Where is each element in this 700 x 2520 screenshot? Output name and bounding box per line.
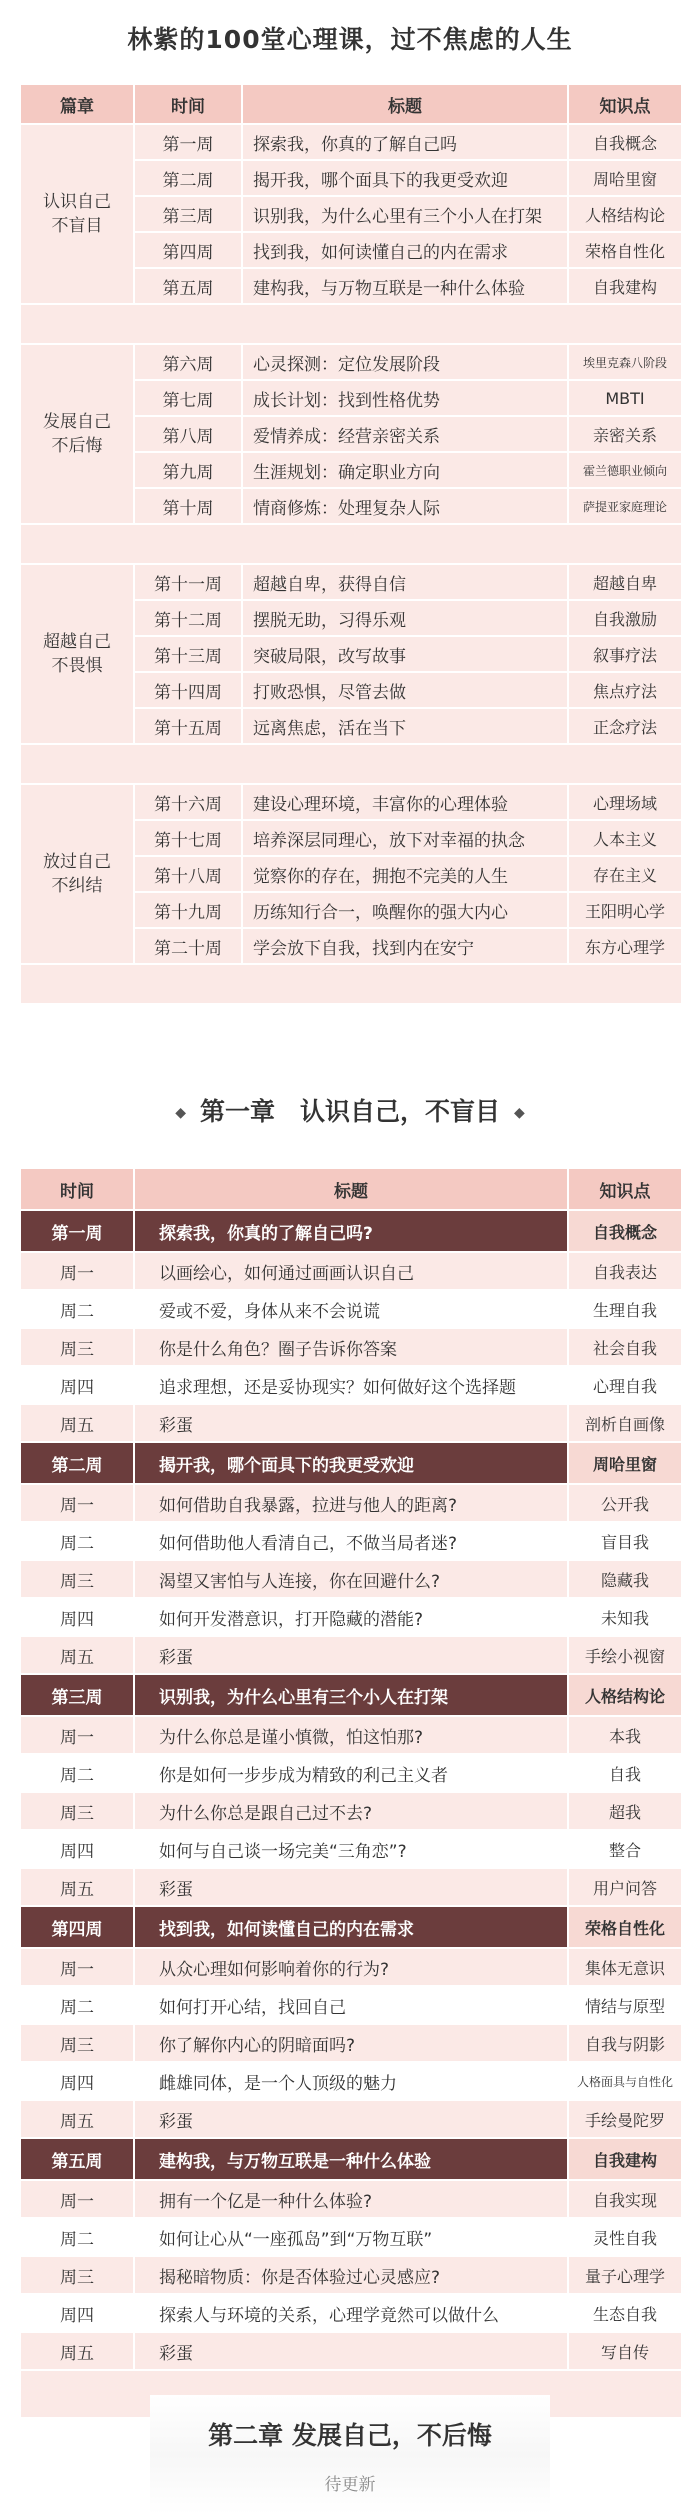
day-row — [20, 2062, 682, 2100]
day-time: 周二 — [20, 1522, 134, 1560]
day-time: 周一 — [20, 1948, 134, 1986]
day-knowledge: 本我 — [568, 1716, 682, 1754]
week-knowledge: 萨提亚家庭理论 — [568, 488, 682, 524]
week-title: 识别我，为什么心里有三个小人在打架 — [242, 196, 568, 232]
day-time: 周三 — [20, 2256, 134, 2294]
day-title: 为什么你总是谨小慎微，怕这怕那? — [134, 1716, 568, 1754]
overview-body — [20, 124, 682, 1004]
day-title: 如何借助他人看清自己，不做当局者迷? — [134, 1522, 568, 1560]
week-title: 揭开我，哪个面具下的我更受欢迎 — [134, 1442, 568, 1484]
week-title: 探索我，你真的了解自己吗? — [134, 1210, 568, 1252]
spacer-row — [20, 524, 682, 564]
day-knowledge: 量子心理学 — [568, 2256, 682, 2294]
day-time: 周三 — [20, 1560, 134, 1598]
week-time: 第三周 — [20, 1674, 134, 1716]
day-title: 以画绘心，如何通过画画认识自己 — [134, 1252, 568, 1290]
day-row — [20, 1328, 682, 1366]
day-knowledge: 集体无意识 — [568, 1948, 682, 1986]
week-knowledge: 周哈里窗 — [568, 160, 682, 196]
week-time: 第十三周 — [134, 636, 242, 672]
day-knowledge: 隐藏我 — [568, 1560, 682, 1598]
week-knowledge: 人格结构论 — [568, 196, 682, 232]
chapter1-header-row — [20, 1168, 682, 1210]
week-title: 成长计划：找到性格优势 — [242, 380, 568, 416]
day-row — [20, 1792, 682, 1830]
day-row — [20, 2256, 682, 2294]
week-title: 找到我，如何读懂自己的内在需求 — [242, 232, 568, 268]
week-knowledge: 人本主义 — [568, 820, 682, 856]
day-row — [20, 1636, 682, 1674]
day-title: 彩蛋 — [134, 1636, 568, 1674]
week-time: 第二周 — [134, 160, 242, 196]
day-title: 如何借助自我暴露，拉进与他人的距离? — [134, 1484, 568, 1522]
day-row — [20, 2100, 682, 2138]
day-knowledge: 生理自我 — [568, 1290, 682, 1328]
day-time: 周二 — [20, 1290, 134, 1328]
week-knowledge: 超越自卑 — [568, 564, 682, 600]
page-title: 林紫的100堂心理课，过不焦虑的人生 — [127, 25, 573, 54]
day-row — [20, 2218, 682, 2256]
week-knowledge: 人格结构论 — [568, 1674, 682, 1716]
day-row — [20, 1830, 682, 1868]
day-time: 周四 — [20, 1830, 134, 1868]
day-time: 周一 — [20, 2180, 134, 2218]
day-title: 从众心理如何影响着你的行为? — [134, 1948, 568, 1986]
week-knowledge: 王阳明心学 — [568, 892, 682, 928]
week-title: 超越自卑，获得自信 — [242, 564, 568, 600]
day-time: 周四 — [20, 2062, 134, 2100]
day-time: 周二 — [20, 1986, 134, 2024]
week-row — [20, 1906, 682, 1948]
overview-row — [20, 124, 682, 160]
week-time: 第七周 — [134, 380, 242, 416]
day-knowledge: 手绘小视窗 — [568, 1636, 682, 1674]
week-title: 心灵探测：定位发展阶段 — [242, 344, 568, 380]
day-time: 周四 — [20, 1366, 134, 1404]
week-title: 找到我，如何读懂自己的内在需求 — [134, 1906, 568, 1948]
day-knowledge: 自我 — [568, 1754, 682, 1792]
day-title: 追求理想，还是妥协现实？如何做好这个选择题 — [134, 1366, 568, 1404]
week-title: 远离焦虑，活在当下 — [242, 708, 568, 744]
day-title: 爱或不爱，身体从来不会说谎 — [134, 1290, 568, 1328]
chapter1-table — [19, 1167, 683, 2419]
week-knowledge: 存在主义 — [568, 856, 682, 892]
day-title: 彩蛋 — [134, 1868, 568, 1906]
diamond-icon-left: ◆ — [175, 1105, 186, 1121]
week-title: 学会放下自我，找到内在安宁 — [242, 928, 568, 964]
week-title: 爱情养成：经营亲密关系 — [242, 416, 568, 452]
day-title: 你了解你内心的阴暗面吗? — [134, 2024, 568, 2062]
day-knowledge: 灵性自我 — [568, 2218, 682, 2256]
section-name: 放过自己 不纠结 — [20, 784, 134, 964]
day-row — [20, 1948, 682, 1986]
header-knowledge: 知识点 — [568, 1168, 682, 1210]
week-title: 摆脱无助，习得乐观 — [242, 600, 568, 636]
day-title: 如何与自己谈一场完美“三角恋”? — [134, 1830, 568, 1868]
week-row — [20, 1442, 682, 1484]
diamond-icon-right: ◆ — [514, 1105, 525, 1121]
day-row — [20, 1484, 682, 1522]
week-knowledge: 自我激励 — [568, 600, 682, 636]
week-title: 历练知行合一，唤醒你的强大内心 — [242, 892, 568, 928]
day-row — [20, 1716, 682, 1754]
week-knowledge: 亲密关系 — [568, 416, 682, 452]
week-knowledge: 霍兰德职业倾向 — [568, 452, 682, 488]
header-time: 时间 — [20, 1168, 134, 1210]
header-section: 篇章 — [20, 84, 134, 124]
day-title: 你是如何一步步成为精致的利己主义者 — [134, 1754, 568, 1792]
day-title: 揭秘暗物质：你是否体验过心灵感应? — [134, 2256, 568, 2294]
day-time: 周五 — [20, 1868, 134, 1906]
spacer-row — [20, 744, 682, 784]
chapter1-heading — [0, 1082, 700, 1142]
week-knowledge: 荣格自性化 — [568, 232, 682, 268]
day-row — [20, 1560, 682, 1598]
week-title: 突破局限，改写故事 — [242, 636, 568, 672]
day-knowledge: 自我与阴影 — [568, 2024, 682, 2062]
day-row — [20, 2294, 682, 2332]
week-time: 第八周 — [134, 416, 242, 452]
week-row — [20, 1674, 682, 1716]
week-time: 第十五周 — [134, 708, 242, 744]
day-row — [20, 1404, 682, 1442]
overview-row — [20, 344, 682, 380]
week-time: 第四周 — [134, 232, 242, 268]
week-time: 第九周 — [134, 452, 242, 488]
week-title: 建设心理环境，丰富你的心理体验 — [242, 784, 568, 820]
week-knowledge: 焦点疗法 — [568, 672, 682, 708]
day-knowledge: 写自传 — [568, 2332, 682, 2370]
week-time: 第五周 — [20, 2138, 134, 2180]
week-time: 第十九周 — [134, 892, 242, 928]
day-title: 拥有一个亿是一种什么体验? — [134, 2180, 568, 2218]
spacer-cell — [20, 304, 682, 344]
day-row — [20, 2332, 682, 2370]
overview-row — [20, 564, 682, 600]
week-row — [20, 2138, 682, 2180]
day-title: 为什么你总是跟自己过不去? — [134, 1792, 568, 1830]
day-row — [20, 1986, 682, 2024]
day-knowledge: 社会自我 — [568, 1328, 682, 1366]
day-knowledge: 情结与原型 — [568, 1986, 682, 2024]
section-name: 认识自己 不盲目 — [20, 124, 134, 304]
week-knowledge: 荣格自性化 — [568, 1906, 682, 1948]
week-title: 生涯规划：确定职业方向 — [242, 452, 568, 488]
week-knowledge: 自我建构 — [568, 268, 682, 304]
day-time: 周五 — [20, 2332, 134, 2370]
day-knowledge: 未知我 — [568, 1598, 682, 1636]
day-time: 周三 — [20, 1792, 134, 1830]
day-title: 彩蛋 — [134, 2100, 568, 2138]
week-time: 第十二周 — [134, 600, 242, 636]
day-row — [20, 1598, 682, 1636]
day-row — [20, 1252, 682, 1290]
spacer-cell — [20, 744, 682, 784]
overview-row — [20, 784, 682, 820]
day-row — [20, 2024, 682, 2062]
week-knowledge: 东方心理学 — [568, 928, 682, 964]
day-time: 周五 — [20, 1404, 134, 1442]
header-title: 标题 — [242, 84, 568, 124]
header-title: 标题 — [134, 1168, 568, 1210]
week-time: 第四周 — [20, 1906, 134, 1948]
day-time: 周一 — [20, 1716, 134, 1754]
week-row — [20, 1210, 682, 1252]
week-title: 培养深层同理心，放下对幸福的执念 — [242, 820, 568, 856]
week-time: 第十六周 — [134, 784, 242, 820]
spacer-cell — [20, 524, 682, 564]
chapter2-heading: 第二章 发展自己，不后悔 — [208, 2421, 492, 2450]
week-time: 第五周 — [134, 268, 242, 304]
day-row — [20, 1290, 682, 1328]
day-title: 你是什么角色？圈子告诉你答案 — [134, 1328, 568, 1366]
day-knowledge: 自我表达 — [568, 1252, 682, 1290]
overview-header-row — [20, 84, 682, 124]
day-title: 雌雄同体，是一个人顶级的魅力 — [134, 2062, 568, 2100]
day-knowledge: 盲目我 — [568, 1522, 682, 1560]
day-knowledge: 公开我 — [568, 1484, 682, 1522]
day-row — [20, 1366, 682, 1404]
chapter1-body — [20, 1210, 682, 2418]
day-title: 彩蛋 — [134, 1404, 568, 1442]
week-knowledge: 正念疗法 — [568, 708, 682, 744]
day-knowledge: 自我实现 — [568, 2180, 682, 2218]
spacer-row — [20, 964, 682, 1004]
day-time: 周三 — [20, 2024, 134, 2062]
day-knowledge: 心理自我 — [568, 1366, 682, 1404]
day-title: 如何开发潜意识，打开隐藏的潜能? — [134, 1598, 568, 1636]
day-row — [20, 1868, 682, 1906]
week-knowledge: 自我建构 — [568, 2138, 682, 2180]
day-knowledge: 剖析自画像 — [568, 1404, 682, 1442]
day-time: 周二 — [20, 1754, 134, 1792]
day-title: 如何让心从“一座孤岛”到“万物互联” — [134, 2218, 568, 2256]
week-time: 第三周 — [134, 196, 242, 232]
week-time: 第十四周 — [134, 672, 242, 708]
day-row — [20, 1522, 682, 1560]
week-knowledge: 自我概念 — [568, 1210, 682, 1252]
week-title: 揭开我，哪个面具下的我更受欢迎 — [242, 160, 568, 196]
spacer-row — [20, 304, 682, 344]
day-time: 周四 — [20, 1598, 134, 1636]
chapter1-heading-text: 第一章 认识自己，不盲目 — [199, 1097, 500, 1126]
day-time: 周四 — [20, 2294, 134, 2332]
course-overview-table — [19, 83, 683, 1005]
day-knowledge: 手绘曼陀罗 — [568, 2100, 682, 2138]
week-title: 探索我，你真的了解自己吗 — [242, 124, 568, 160]
week-knowledge: MBTI — [568, 380, 682, 416]
week-knowledge: 心理场域 — [568, 784, 682, 820]
day-title: 彩蛋 — [134, 2332, 568, 2370]
day-knowledge: 整合 — [568, 1830, 682, 1868]
day-time: 周五 — [20, 1636, 134, 1674]
week-knowledge: 叙事疗法 — [568, 636, 682, 672]
header-knowledge: 知识点 — [568, 84, 682, 124]
week-time: 第一周 — [134, 124, 242, 160]
section-name: 发展自己 不后悔 — [20, 344, 134, 524]
week-time: 第二周 — [20, 1442, 134, 1484]
week-time: 第二十周 — [134, 928, 242, 964]
day-time: 周一 — [20, 1252, 134, 1290]
week-knowledge: 自我概念 — [568, 124, 682, 160]
week-knowledge: 埃里克森八阶段 — [568, 344, 682, 380]
day-title: 探索人与环境的关系，心理学竟然可以做什么 — [134, 2294, 568, 2332]
week-title: 建构我，与万物互联是一种什么体验 — [134, 2138, 568, 2180]
day-knowledge: 生态自我 — [568, 2294, 682, 2332]
week-knowledge: 周哈里窗 — [568, 1442, 682, 1484]
day-time: 周一 — [20, 1484, 134, 1522]
day-row — [20, 1754, 682, 1792]
day-time: 周五 — [20, 2100, 134, 2138]
day-row — [20, 2180, 682, 2218]
spacer-cell — [20, 964, 682, 1004]
week-time: 第十七周 — [134, 820, 242, 856]
week-time: 第六周 — [134, 344, 242, 380]
week-title: 打败恐惧，尽管去做 — [242, 672, 568, 708]
chapter2-status: 待更新 — [324, 2475, 376, 2495]
week-title: 建构我，与万物互联是一种什么体验 — [242, 268, 568, 304]
week-time: 第十八周 — [134, 856, 242, 892]
week-time: 第一周 — [20, 1210, 134, 1252]
week-time: 第十一周 — [134, 564, 242, 600]
day-title: 渴望又害怕与人连接，你在回避什么? — [134, 1560, 568, 1598]
week-title: 觉察你的存在，拥抱不完美的人生 — [242, 856, 568, 892]
header-time: 时间 — [134, 84, 242, 124]
day-time: 周二 — [20, 2218, 134, 2256]
day-time: 周三 — [20, 1328, 134, 1366]
section-name: 超越自己 不畏惧 — [20, 564, 134, 744]
day-knowledge: 用户问答 — [568, 1868, 682, 1906]
day-knowledge: 人格面具与自性化 — [568, 2062, 682, 2100]
day-knowledge: 超我 — [568, 1792, 682, 1830]
week-title: 识别我，为什么心里有三个小人在打架 — [134, 1674, 568, 1716]
day-title: 如何打开心结，找回自己 — [134, 1986, 568, 2024]
week-time: 第十周 — [134, 488, 242, 524]
week-title: 情商修炼：处理复杂人际 — [242, 488, 568, 524]
